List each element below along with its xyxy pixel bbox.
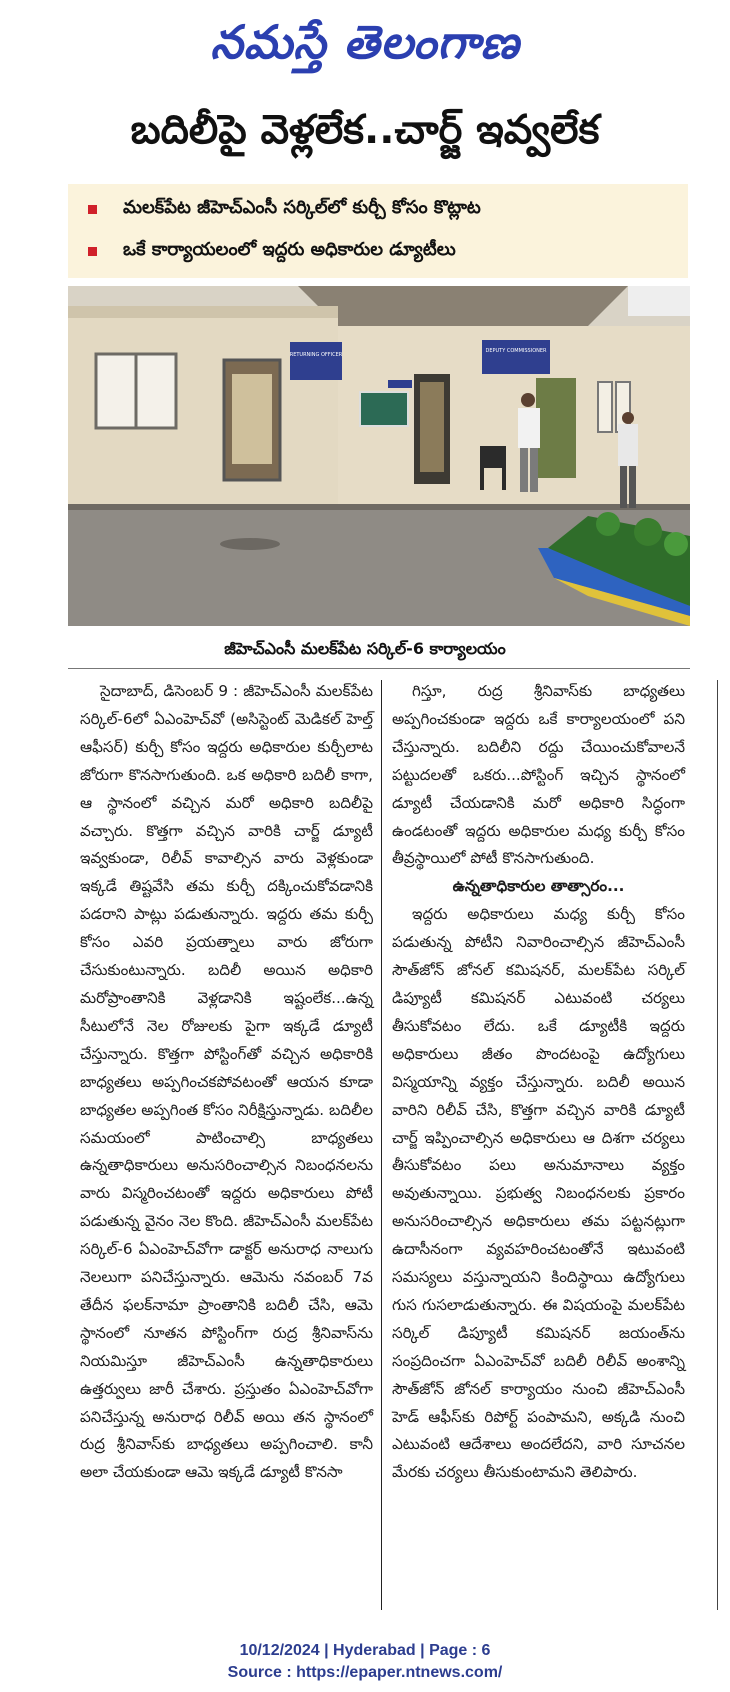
headline: బదిలీపై వెళ్లలేక..చార్జ్ ఇవ్వలేక [130,107,600,153]
bullet-icon [88,205,97,214]
footer-date: 10/12/2024 | Hyderabad | Page : 6 [239,1642,491,1659]
office-photo-illustration [68,286,690,626]
bullet-icon [88,247,97,256]
subhead-2-text: ఒకే కార్యాయలంలో ఇద్దరు అధికారుల డ్యూటీలు [123,238,456,260]
page-border [717,680,718,1610]
subhead-1 [88,194,481,224]
subheads-box [68,184,688,278]
article-column-right [392,678,685,1487]
article-paragraph: ఇద్దరు అధికారులు మధ్య కుర్చీ కోసం పడుతున్న పోటీని నివారించాల్సిన జీహెచ్‌ఎంసీ సౌత్‌జోన్ జోనల్ కమిషనర్, మలక్‌పేట సర్కిల్ డిప్యూటీ కమిషనర్ ఎటువంటి చర్యలు తీసుకోవటం లేదు. ఒకే డ్యూటీకి ఇద్దరు అధికారులు జీతం పొందటంపై ఉద్యోగులు విస్మయాన్ని వ్యక్తం చేస్తున్నారు. బదిలీ అయిన వారిని రిలీవ్ చేసి, కొత్తగా వచ్చిన వారికి డ్యూటీ చార్జ్ ఇప్పించాల్సిన అధికారులు ఆ దిశగా చర్యలు తీసుకోవటం పలు అనుమానాలు వ్యక్తం అవుతున్నాయి. ప్రభుత్వ నిబంధనలకు ప్రకారం అనుసరించాల్సిన అధికారులు తమ పట్టనట్లుగా ఉదాసీనంగా వ్యవహరించటంతోనే ఇటువంటి సమస్యలు వస్తున్నాయని కిందిస్థాయి ఉద్యోగులు గుస గుసలాడుతున్నారు. ఈ విషయంపై మలక్‌పేట సర్కిల్ డిప్యూటీ కమిషనర్ జయంత్‌ను సంప్రదించగా ఏఎంహెచ్‌వో బదిలీ రిలీవ్ అంశాన్ని సౌత్‌జోన్ జోనల్ కార్యాయం నుంచి జీహెచ్‌ఎంసీ హెడ్ ఆఫీస్‌కు రిపోర్ట్ పంపామని, అక్కడి నుంచి ఎటువంటి ఆదేశాలు అందలేదని, వారి సూచనల మేరకు చర్యలు తీసుకుంటామని తెలిపారు. [392,905,685,1482]
subhead-2 [88,236,456,266]
divider [68,668,690,669]
subhead-1-text: మలక్‌పేట జీహెచ్‌ఎంసీ సర్కిల్‌లో కుర్చీ కోసం కొట్లాట [123,196,481,218]
article-subtitle: ఉన్నతాధికారుల తాత్సారం... [452,877,625,896]
article-column-left [80,678,373,1487]
article-photo [68,286,690,626]
article-paragraph: సైదాబాద్, డిసెంబర్ 9 : జీహెచ్‌ఎంసీ మలక్‌పేట సర్కిల్-6లో ఏఎంహెచ్‌వో (అసిస్టెంట్ మెడికల్ హెల్త్ ఆఫీసర్) కుర్చీ కోసం ఇద్దరు అధికారుల కుర్చీలాట జోరుగా కొనసాగుతుంది. ఒక అధికారి బదిలీ కాగా, ఆ స్థానంలో వచ్చిన మరో అధికారి బదిలీపై వచ్చారు. కొత్తగా వచ్చిన వారికి చార్జ్ డ్యూటీ ఇవ్వకుండా, రిలీవ్ కావాల్సిన వారు వెళ్లకుండా ఇక్కడే తిష్టవేసి తమ కుర్చీ దక్కించుకోవడానికి పడరాని పాట్లు పడుతున్నారు. ఇద్దరు తమ కుర్చీ కోసం ఎవరి ప్రయత్నాలు వారు జోరుగా చేసుకుంటున్నారు. బదిలీ అయిన అధికారి మరోప్రాంతానికి వెళ్లడానికి ఇష్టంలేక...ఉన్న సీటులోనే నెల రోజులకు పైగా ఇక్కడే డ్యూటీ చేస్తున్నారు. కొత్తగా పోస్టింగ్‌తో వచ్చిన అధికారికి బాధ్యతలు అప్పగించకపోవటంతో ఆయన కూడా బాధ్యతల అప్పగింత కోసం నిరీక్షిస్తున్నాడు. బదిలీల సమయంలో పాటించాల్సి బాధ్యతలు ఉన్నతాధికారులు అనుసరించాల్సిన నిబంధనలను వారు విస్మరించటంతో ఇద్దరు అధికారులు పోటీ పడుతున్న వైనం నెల కొంది. జీహెచ్‌ఎంసీ మలక్‌పేట సర్కిల్-6 ఏఎంహెచ్‌వోగా డాక్టర్ అనురాధ నాలుగు నెలలుగా పనిచేస్తున్నారు. ఆమెను నవంబర్ 7వ తేదీన ఫలక్‌నామా ప్రాంతానికి బదిలీ చేసి, ఆమె స్థానంలో నూతన పోస్టింగ్‌గా రుద్ర శ్రీనివాస్‌ను నియమిస్తూ జీహెచ్‌ఎంసీ ఉన్నతాధికారులు ఉత్తర్వులు జారీ చేశారు. ప్రస్తుతం ఏఎంహెచ్‌వోగా పనిచేస్తున్న అనురాధ రిలీవ్ అయి తన స్థానంలో రుద్ర శ్రీనివాస్‌కు బాధ్యతలు అప్పగించాలి. కానీ అలా చేయకుండా ఆమె ఇక్కడే డ్యూటీ కొనసా [80,682,373,1482]
masthead-title: నమస్తే తెలంగాణ [210,15,520,69]
sign-right-text: DEPUTY COMMISSIONER [485,348,547,354]
sign-left-text: RETURNING OFFICER [289,352,343,358]
footer-source: Source : https://epaper.ntnews.com/ [227,1664,503,1681]
article-paragraph: గిస్తూ, రుద్ర శ్రీనివాస్‌కు బాధ్యతలు అప్పగించకుండా ఇద్దరు ఒకే కార్యాలయంలో పని చేస్తున్నారు. బదిలీని రద్దు చేయించుకోవాలనే పట్టుదలతో ఒకరు...పోస్టింగ్ ఇచ్చిన స్థానంలో డ్యూటీ చేయడానికి మరో అధికారి సిద్ధంగా ఉండటంతో ఇద్దరు అధికారుల మధ్య కుర్చీ కోసం తీవ్రస్థాయిలో పోటీ కొనసాగుతుంది. [392,682,685,868]
column-divider [381,680,382,1610]
masthead [0,6,730,78]
photo-caption: జీహెచ్‌ఎంసీ మలక్‌పేట సర్కిల్-6 కార్యాలయం [224,639,506,658]
